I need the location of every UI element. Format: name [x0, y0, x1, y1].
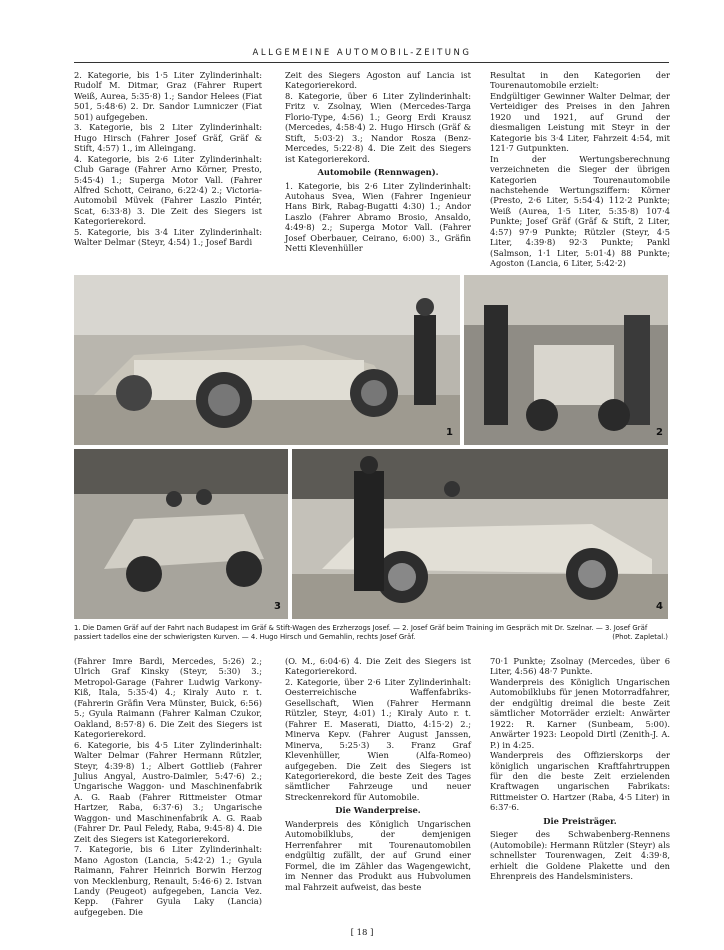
column-2-bottom [285, 656, 471, 892]
paragraph: Sieger des Schwabenberg-Rennens (Automobile): Hermann Rützler (Steyr) als schnellster Tourenwagen, Zeit 4:39·8, erhielt die Goldene Plakette und den Ehrenpreis des Handelsministers. [490, 829, 670, 882]
paragraph: 70·1 Punkte; Zsolnay (Mercedes, über 6 Liter, 4:56) 48·7 Punkte. [490, 656, 670, 677]
paragraph: Zeit des Siegers Agoston auf Lancia ist Kategorierekord. [285, 70, 471, 91]
photo-number-4: 4 [656, 601, 663, 612]
section-heading: Automobile (Rennwagen). [317, 167, 439, 178]
photo-credit: (Phot. Zapletal.) [612, 632, 668, 641]
section-heading: Die Preisträger. [543, 815, 617, 826]
page-number: [ 18 ] [350, 928, 374, 938]
column-1-bottom [74, 656, 262, 917]
paragraph: 7. Kategorie, bis 6 Liter Zylinderinhalt: Mano Agoston (Lancia, 5:42·2) 1.; Gyula Raimann, Fahrer Heinrich Borwin Herzog von Mecklenburg, Renault, 5:46·6) 2. Istvan Landy (Peugeot) aufgegeben, Lancia Vez. Kepp. (Fahrer Gyula Laky (Lancia) aufgegeben. Die [74, 844, 262, 917]
paragraph: Wanderpreis des Königlich Ungarischen Automobilklubs, der demjenigen Herrenfahrer mit Tourenautomobilen endgültig zufällt, der auf Grund einer Formel, die im Zähler das Wagengewicht, im Nenner das Produkt aus Hubvolumen mal Fahrzeit aufweist, das beste [285, 818, 471, 892]
caption-text: 1. Die Damen Gräf auf der Fahrt nach Budapest im Gräf & Stift-Wagen des Erzherzogs Josef. — 2. Josef Gräf beim Training im Gespräch mit Dr. Szelnar. — 3. Josef Gräf passiert tadellos eine der schwierigsten Kurven. — 4. Hugo Hirsch und Gemahlin, rechts Josef Gräf. [74, 624, 648, 641]
paragraph: 4. Kategorie, bis 2·6 Liter Zylinderinhalt: Club Garage (Fahrer Arno Körner, Presto, 5:45·4) 1.; Superga Motor Vall. (Fahrer Alfred Schott, Ceirano, 6:22·4) 2.; Victoria-Automobil Müvek (Fahrer Laszlo Pintér, Scat, 6:33·8) 3. Die Zeit des Siegers ist Kategorierekord. [74, 153, 262, 227]
paragraph: (Fahrer Imre Bardi, Mercedes, 5:26) 2.; Ulrich Graf Kinsky (Steyr, 5:30) 3.; Metropol-Garage (Fahrer Ludwig Varkony-Kiß, Itala, 5:35·4) 4.; Kiraly Auto r. t. (Fahrerin Gräfin Vera Münster, Buick, 6:56) 5.; Gyula Raimann (Fahrer Kalman Czukor, Oakland, 8:57·8) 6. Die Zeit des Siegers ist Kategorierekord. [74, 656, 262, 740]
header-rule [74, 62, 669, 63]
paragraph: 6. Kategorie, bis 4·5 Liter Zylinderinhalt: Walter Delmar (Fahrer Hermann Rützler, Steyr, 4:39·8) 1.; Albert Gottlieb (Fahrer Julius Angyal, Austro-Daimler, 5:47·6) 2.; Ungarische Waggon- und Maschinenfabrik A. G. Raab (Fahrer Rittmeister Otmar Hartzer, Raba, 6:37·6) 3.; Ungarische Waggon- und Maschinenfabrik A. G. Raab (Fahrer Dr. Paul Feledy, Raba, 9:45·8) 4. Die Zeit des Siegers ist Kategorierekord. [74, 739, 262, 844]
paragraph: In der Wertungsberechnung verzeichneten die Sieger der übrigen Kategorien Tourenautomobile nachstehende Wertungsziffern: Körner (Presto, 2·6 Liter, 5:54·4) 112·2 Punkte; Weiß (Aurea, 1·5 Liter, 5:35·8) 107·4 Punkte; Josef Gräf (Gräf & Stift, 2 Liter, 4:57) 97·9 Punkte; Rützler (Steyr, 4·5 Liter, 4:39·8) 92·3 Punkte; Pankl (Salmson, 1·1 Liter, 5:01·4) 88 Punkte; Agoston (Lancia, 6 Liter, 5:42·2) [490, 153, 670, 269]
photo-hirsch-and-wife [292, 449, 668, 619]
photo-collage [74, 275, 668, 619]
paragraph: 1. Kategorie, bis 2·6 Liter Zylinderinhalt: Autohaus Svea, Wien (Fahrer Ingenieur Hans Birk, Rabag-Bugatti 4:30) 1.; Andor Laszlo (Fahrer Abramo Brosio, Ansaldo, 4:49·8) 2.; Superga Motor Vall. (Fahrer Josef Oberbauer, Ceirano, 6:00) 3., Gräfin Netti Klevenhüller [285, 180, 471, 254]
photo-training-conversation [464, 275, 668, 445]
photo-number-2: 2 [656, 427, 663, 438]
photo-cornering [74, 449, 288, 619]
running-header: ALLGEMEINE AUTOMOBIL-ZEITUNG [252, 48, 472, 58]
photo-number-1: 1 [446, 427, 453, 438]
paragraph: 3. Kategorie, bis 2 Liter Zylinderinhalt: Hugo Hirsch (Fahrer Josef Gräf, Gräf & Stift, 4:57) 1., im Alleingang. [74, 122, 262, 154]
photo-car-on-road [74, 275, 460, 445]
photo-caption [74, 624, 668, 641]
column-3-bottom [490, 656, 670, 882]
paragraph: Resultat in den Kategorien der Tourenautomobile erzielt: [490, 70, 670, 91]
paragraph: Wanderpreis des Königlich Ungarischen Automobilklubs für jenen Motorradfahrer, der endgültig dreimal die beste Zeit sämtlicher Motorräder erzielt: Anwärter 1922: R. Karner (Sunbeam, 5:00). Anwärter 1923: Leopold Dirtl (Zenith-J. A. P.) in 4:25. [490, 676, 670, 750]
column-1-top [74, 70, 262, 248]
paragraph: 2. Kategorie, bis 1·5 Liter Zylinderinhalt: Rudolf M. Ditmar, Graz (Fahrer Rupert Weiß, Aurea, 5:35·8) 1.; Sandor Helees (Fiat 501, 5:48·6) 2. Dr. Sandor Lumniczer (Fiat 501) aufgegeben. [74, 70, 262, 122]
column-3-top [490, 70, 670, 269]
paragraph: (O. M., 6:04·6) 4. Die Zeit des Siegers ist Kategorierekord. [285, 656, 471, 677]
paragraph: 5. Kategorie, bis 3·4 Liter Zylinderinhalt: Walter Delmar (Steyr, 4:54) 1.; Josef Bardi [74, 226, 262, 248]
paragraph: 2. Kategorie, über 2·6 Liter Zylinderinhalt: Oesterreichische Waffenfabriks-Gesellschaft, Wien (Fahrer Hermann Rützler, Steyr, 4:01) 1.; Kiraly Auto r. t. (Fahrer E. Maserati, Diatto, 4:15·2) 2.; Minerva Kepv. (Fahrer August Janssen, Minerva, 5:25·3) 3. Franz Graf Klevenhüller, Wien (Alfa-Romeo) aufgegeben. Die Zeit des Siegers ist Kategorierekord, die beste Zeit des Tages sämtlicher Fahrzeuge und neuer Streckenrekord für Automobile. [285, 676, 471, 802]
column-2-top [285, 70, 471, 254]
paragraph: Endgültiger Gewinner Walter Delmar, der Verteidiger des Preises in den Jahren 1920 und 1921, auf Grund der diesmaligen Leistung mit Steyr in der Kategorie bis 3·4 Liter, Fahrzeit 4:54, mit 121·7 Gutpunkten. [490, 90, 670, 154]
section-heading: Die Wanderpreise. [335, 805, 421, 816]
paragraph: 8. Kategorie, über 6 Liter Zylinderinhalt: Fritz v. Zsolnay, Wien (Mercedes-Targa Florio-Type, 4:56) 1.; Georg Erdi Krausz (Mercedes, 4:58·4) 2. Hugo Hirsch (Gräf & Stift, 5:03·2) 3.; Nandor Rosza (Benz-Mercedes, 5:22·8) 4. Die Zeit des Siegers ist Kategorierekord. [285, 90, 471, 164]
photo-number-3: 3 [274, 601, 281, 612]
paragraph: Wanderpreis des Offizierskorps der königlich ungarischen Kraftfahrtruppen für den die beste Zeit erzielenden Kraftwagen ungarischen Fabrikats: Rittmeister O. Hartzer (Raba, 4·5 Liter) in 6:37·6. [490, 750, 670, 813]
